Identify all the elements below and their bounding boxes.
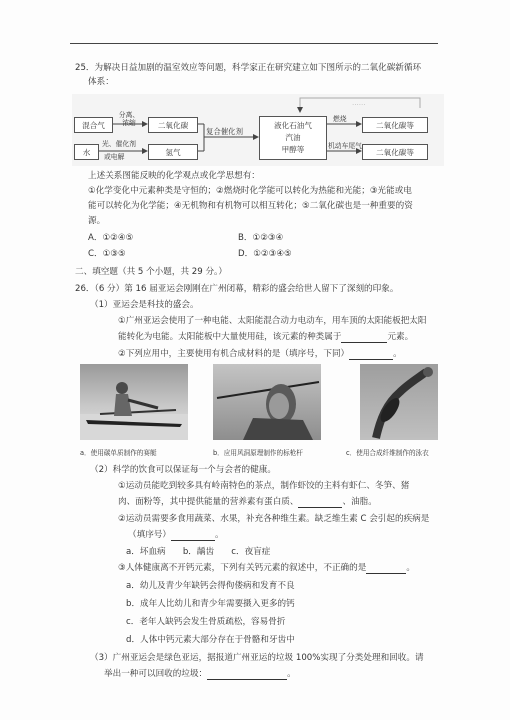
label-separate: 分离、 浓缩 bbox=[118, 111, 140, 127]
photo-rowing-boat bbox=[80, 364, 188, 440]
q26-part3: （3）广州亚运会是绿色亚运，据报道广州亚运的垃圾 100%实现了分类处理和回收。请 bbox=[90, 653, 424, 663]
q25-points-line1: ①化学变化中元素种类是守恒的；②燃烧时化学能可以转化为热能和光能；③光能或电 bbox=[88, 186, 412, 196]
q26-part2a-line2 bbox=[118, 496, 377, 508]
box-water: 水 bbox=[74, 144, 99, 160]
answer-blank-nutrient[interactable] bbox=[298, 498, 342, 508]
label-burn: 燃烧 bbox=[333, 115, 347, 123]
q26-part2c-text: ③人体健康离不开钙元素，下列有关钙元素的叙述中，不正确的是 bbox=[118, 563, 367, 573]
q26-part2a: ①运动员能吃到较多具有岭南特色的茶点，制作虾饺的主料有虾仁、冬笋、猪 bbox=[118, 481, 410, 491]
q25-option-a: A．①②④⑤ bbox=[88, 233, 134, 243]
box-mixed-gas: 混合气 bbox=[74, 117, 113, 133]
answer-blank-material[interactable] bbox=[349, 350, 393, 360]
swimsuit-illustration bbox=[360, 364, 438, 440]
answer-blank-disease[interactable] bbox=[171, 531, 215, 541]
q26-part2b: ②运动员需要多食用蔬菜、水果，补充各种维生素。缺乏维生素 C 会引起的疾病是 bbox=[118, 514, 430, 524]
caption-a: a．使用碳单质制作的赛艇 bbox=[80, 449, 157, 457]
q26-part2c-option-a: a．幼儿及青少年缺钙会得佝偻病和发育不良 bbox=[126, 581, 295, 591]
label-electrolysis: 或电解 bbox=[104, 153, 125, 161]
q26-title: 26．（6 分）第 16 届亚运会刚刚在广州闭幕，精彩的盛会给世人留下了深刻的印象。 bbox=[75, 284, 399, 294]
q26-part2a-end: 、油脂。 bbox=[342, 497, 377, 507]
q26-part1a-end: 元素。 bbox=[387, 332, 414, 342]
q26-part1b: ②下列应用中，主要使用有机合成材料的是（填序号，下同） 。 bbox=[118, 349, 402, 359]
caption-c: c．使用合成纤维制作的泳衣 bbox=[346, 449, 429, 457]
q25-stem: 上述关系图能反映的化学观点或化学思想有： bbox=[88, 171, 260, 181]
q25-option-d: D．①②③④⑤ bbox=[238, 249, 292, 259]
box-hydrogen: 氢气 bbox=[148, 144, 198, 160]
q26-part1a-text: 能转化为电能。太阳能板中大量使用硅，该元素的种类属于 bbox=[118, 332, 342, 342]
faint-label: …… bbox=[352, 99, 366, 107]
photo-swimsuit bbox=[360, 364, 438, 440]
q26-part2c-option-b: b．成年人比幼儿和青少年需要摄入更多的钙 bbox=[126, 599, 295, 609]
q25-points-line3: 源。 bbox=[88, 216, 106, 226]
q26-part1a: ①广州亚运会使用了一种电能、太阳能混合动力电动车，用车顶的太阳能板把太阳 bbox=[118, 316, 427, 326]
q26-part3-text: 举出一种可以回收的垃圾： bbox=[104, 669, 208, 679]
q26-part2b-options: a．坏血病 b．龋齿 c．夜盲症 bbox=[126, 547, 271, 557]
q25-intro: 25．为解决日益加剧的温室效应等问题，科学家正在研究建立如下图所示的二氧化碳新循环 bbox=[75, 63, 422, 73]
answer-blank-recyclable[interactable] bbox=[207, 670, 287, 680]
q25-points-line2: 能可以转化为化学能；④无机物和有机物可以相互转化；⑤二氧化碳也是一种重要的资 bbox=[88, 201, 413, 211]
q26-part1a-line2 bbox=[118, 331, 413, 343]
q26-part2a-text: 肉、面粉等，其中提供能量的营养素有蛋白质、 bbox=[118, 497, 299, 507]
label-photocatalyst: 光、催化剂 bbox=[102, 140, 136, 148]
box-co2-out1: 二氧化碳等 bbox=[362, 117, 428, 133]
answer-blank-element[interactable] bbox=[341, 333, 387, 343]
q26-part2b-line2: （填序号） 。 bbox=[128, 530, 224, 540]
rowing-illustration bbox=[80, 364, 188, 440]
javelin-illustration bbox=[213, 364, 321, 440]
q26-part1: （1）亚运会是科技的盛会。 bbox=[90, 300, 199, 310]
q26-part2b-text: （填序号） bbox=[128, 530, 171, 540]
box-co2-out2: 二氧化碳等 bbox=[362, 144, 428, 160]
q26-part2c: ③人体健康离不开钙元素，下列有关钙元素的叙述中，不正确的是 。 bbox=[118, 563, 415, 573]
label-compound-catalyst: 复合催化剂 bbox=[206, 127, 243, 136]
section-two-heading: 二、填空题（共 5 个小题，共 29 分。） bbox=[75, 267, 227, 277]
box-co2: 二氧化碳 bbox=[148, 117, 198, 133]
q26-part1b-text: ②下列应用中，主要使用有机合成材料的是（填序号，下同） bbox=[118, 349, 350, 359]
q26-part2: （2）科学的饮食可以保证每一个与会者的健康。 bbox=[90, 465, 276, 475]
q26-part2c-option-d: d．人体中钙元素大部分存在于骨骼和牙齿中 bbox=[126, 635, 295, 645]
q26-part3-line2: 举出一种可以回收的垃圾： 。 bbox=[104, 669, 296, 679]
answer-blank-calcium[interactable] bbox=[366, 564, 406, 574]
q25-option-c: C．①③⑤ bbox=[88, 249, 126, 259]
q26-part2c-option-c: c．老年人缺钙会发生骨质疏松，容易骨折 bbox=[126, 617, 286, 627]
box-fuels: 液化石油气 汽油 甲醇等 bbox=[259, 116, 327, 160]
q25-intro-line2: 体系： bbox=[88, 77, 114, 87]
label-exhaust: 机动车尾气 bbox=[328, 142, 362, 150]
photo-javelin bbox=[213, 364, 321, 440]
caption-b: b．应用风洞原理制作的标枪杆 bbox=[213, 449, 303, 457]
q25-option-b: B．①②③④ bbox=[238, 233, 284, 243]
